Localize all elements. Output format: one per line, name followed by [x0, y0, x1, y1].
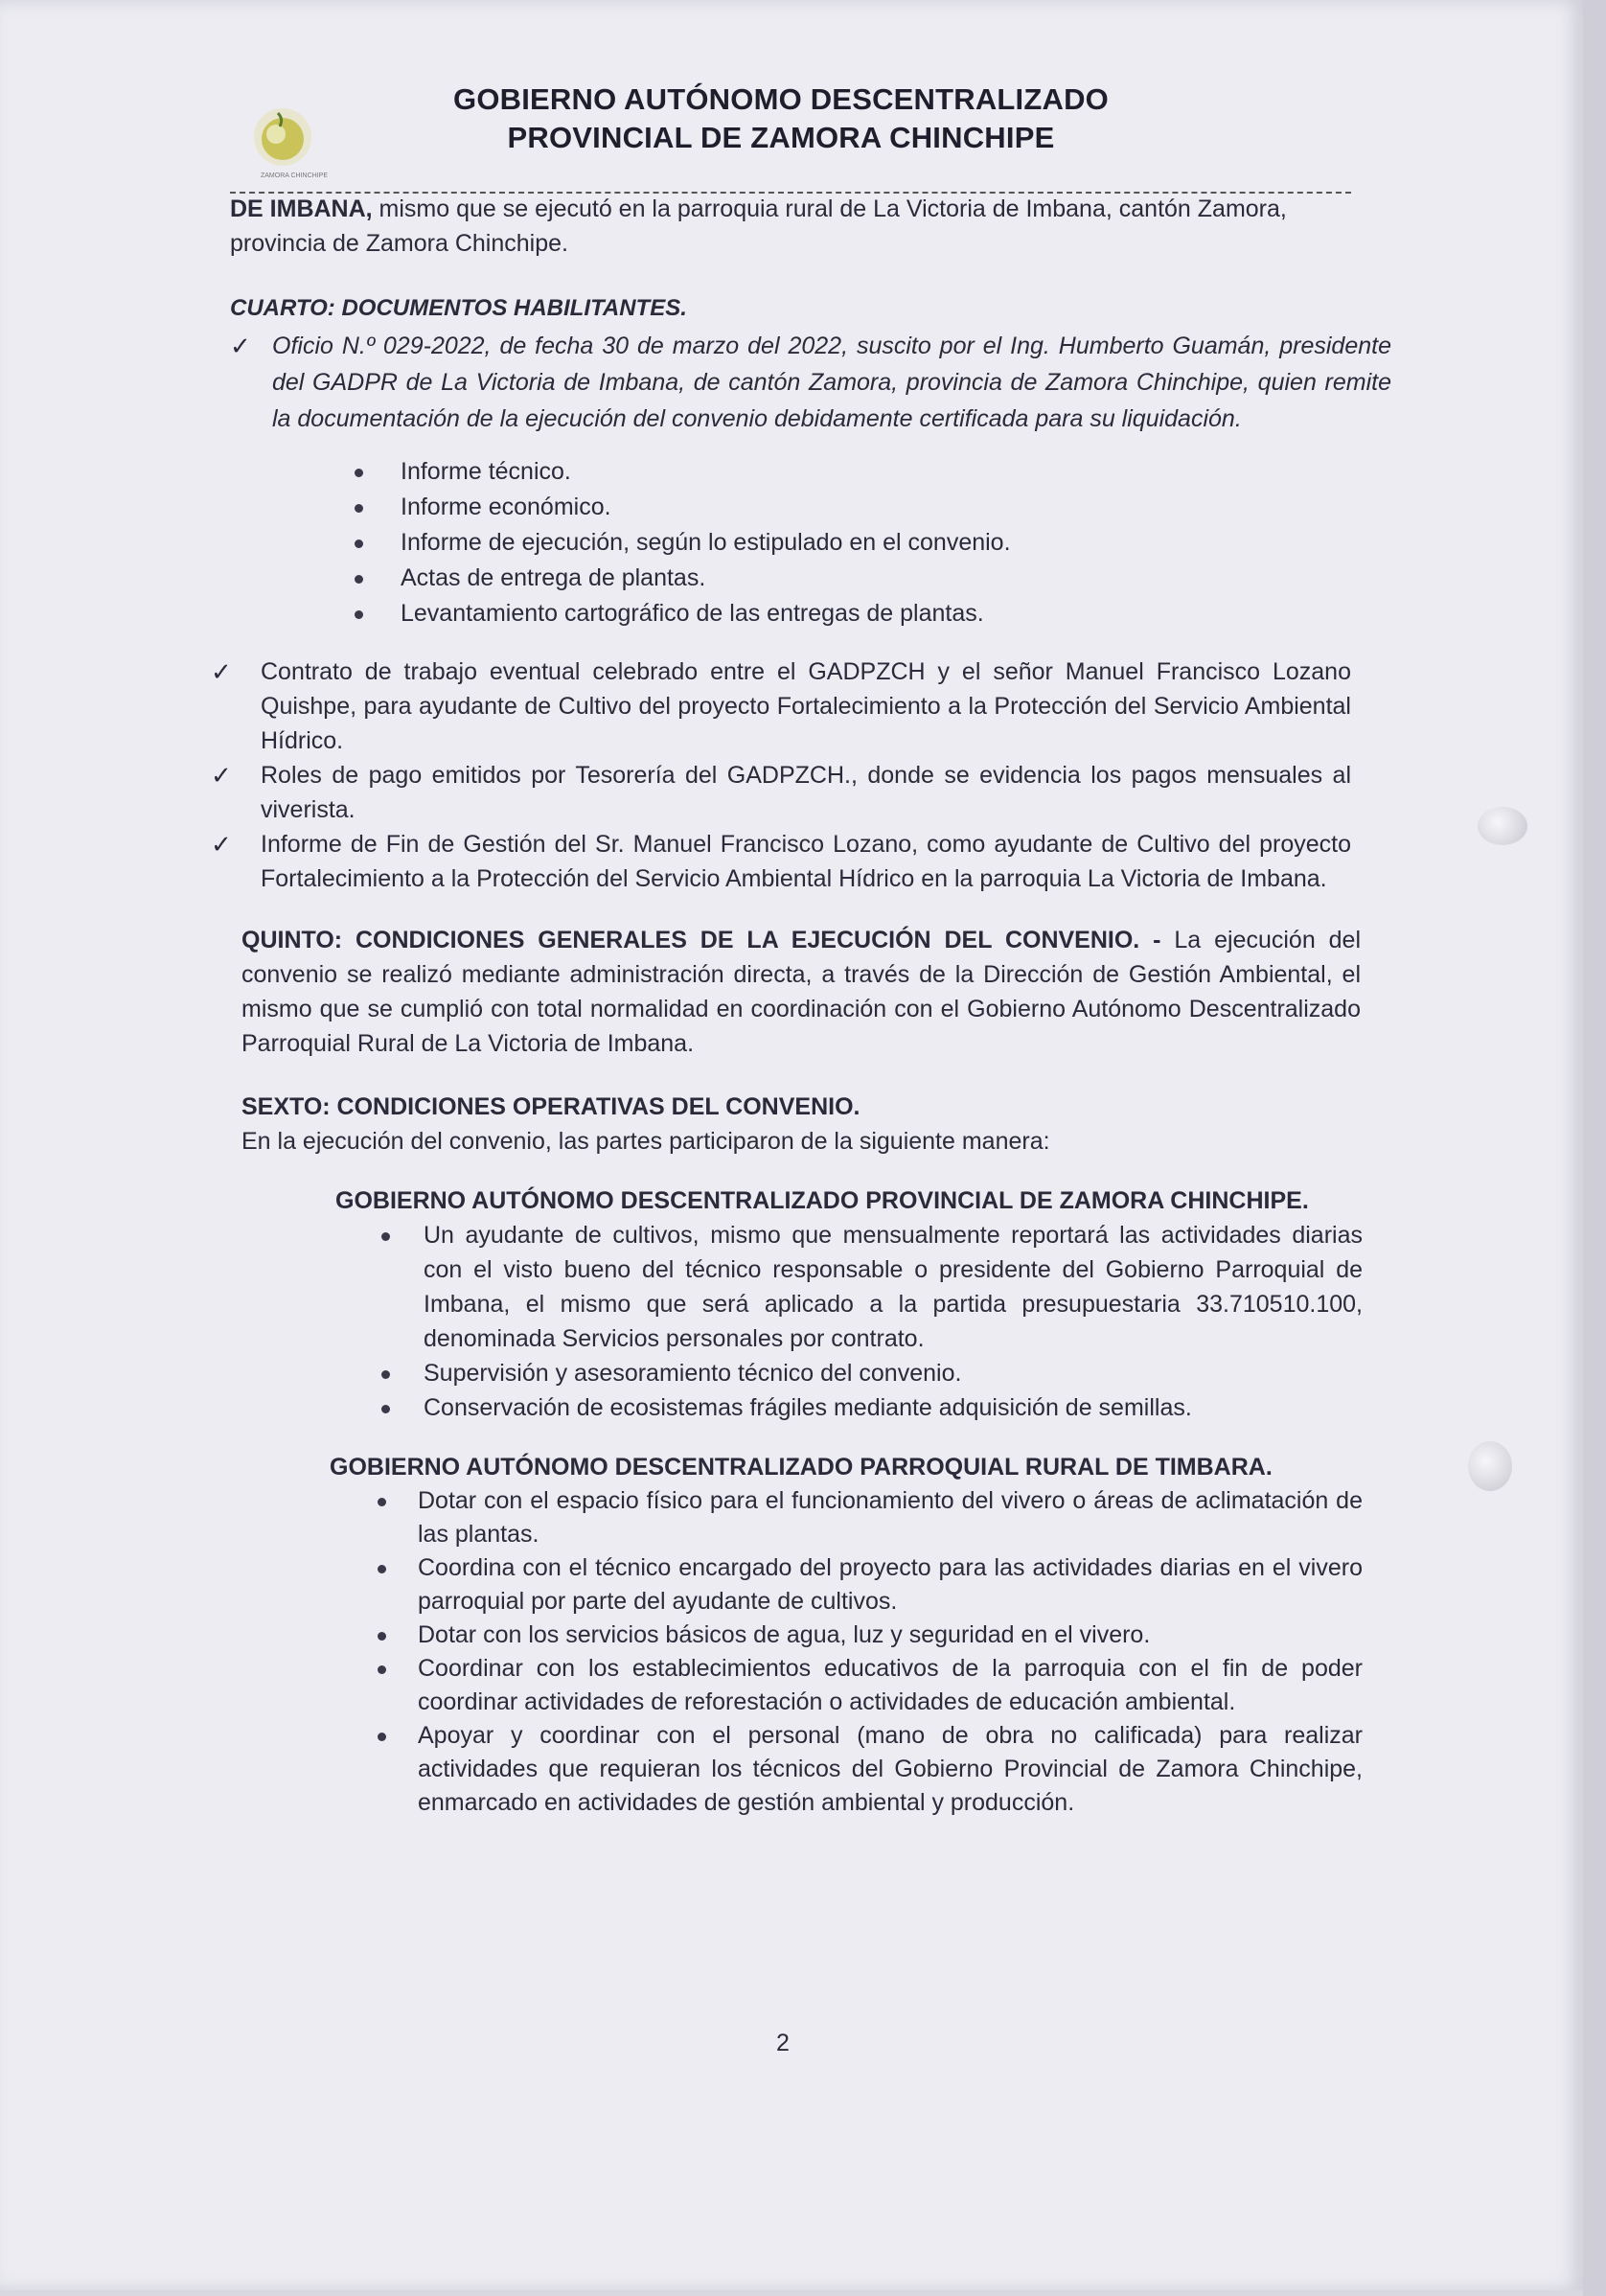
bullet-icon — [381, 1232, 390, 1241]
documents-list — [401, 454, 1361, 631]
sexto-intro: En la ejecución del convenio, las partes participaron de la siguiente manera: — [241, 1128, 1050, 1155]
bullet-icon — [355, 540, 363, 548]
checks-list — [211, 654, 1351, 896]
intro-paragraph — [230, 192, 1361, 261]
quinto-heading: QUINTO: CONDICIONES GENERALES DE LA EJECUCIÓN DEL CONVENIO. - — [241, 927, 1161, 953]
punch-hole — [1468, 1441, 1512, 1491]
page-edge — [1583, 0, 1606, 2296]
parroquial-list — [418, 1484, 1363, 1820]
provincial-heading: GOBIERNO AUTÓNOMO DESCENTRALIZADO PROVINCIAL DE ZAMORA CHINCHIPE. — [335, 1187, 1309, 1214]
bullet-icon — [355, 504, 363, 513]
bullet-icon — [378, 1498, 386, 1506]
punch-hole — [1478, 807, 1527, 845]
list-item: Levantamiento cartográfico de las entregas de plantas. — [401, 596, 1361, 631]
bullet-icon — [381, 1405, 390, 1413]
oficio-item — [230, 328, 1391, 437]
check-icon: ✓ — [211, 761, 232, 790]
bullet-icon — [355, 610, 363, 619]
list-item: Informe de ejecución, según lo estipulado en el convenio. — [401, 525, 1361, 561]
check-item: ✓ Roles de pago emitidos por Tesorería del GADPZCH., donde se evidencia los pagos mensuales al viverista. — [211, 758, 1351, 827]
header-line-2: PROVINCIAL DE ZAMORA CHINCHIPE — [507, 121, 1055, 154]
cuarto-heading: CUARTO: DOCUMENTOS HABILITANTES. — [230, 295, 687, 321]
list-item: Informe técnico. — [401, 454, 1361, 490]
bullet-icon — [378, 1565, 386, 1573]
check-item: ✓ Informe de Fin de Gestión del Sr. Manuel Francisco Lozano, como ayudante de Cultivo del proyecto Fortalecimiento a la Protección del Servicio Ambiental Hídrico en la parroquia La Victoria de Imbana. — [211, 827, 1351, 896]
list-item: Coordina con el técnico encargado del proyecto para las actividades diarias en el vivero parroquial por parte del ayudante de cultivos. — [418, 1551, 1363, 1619]
sexto-heading: SEXTO: CONDICIONES OPERATIVAS DEL CONVENIO. — [241, 1093, 860, 1120]
bullet-icon — [355, 469, 363, 477]
list-item: Informe económico. — [401, 490, 1361, 525]
oficio-text: Oficio N.º 029-2022, de fecha 30 de marzo del 2022, suscito por el Ing. Humberto Guamán, presidente del GADPR de La Victoria de Imbana, de cantón Zamora, provincia de Zamora Chinchipe, quien remite la documentación de la ejecución del convenio debidamente certificada para su liquidación. — [272, 333, 1391, 432]
list-item: Coordinar con los establecimientos educativos de la parroquia con el fin de poder coordinar actividades de reforestación o actividades de educación ambiental. — [418, 1652, 1363, 1719]
list-item: Dotar con el espacio físico para el funcionamiento del vivero o áreas de aclimatación de las plantas. — [418, 1484, 1363, 1551]
bullet-icon — [378, 1733, 386, 1741]
bullet-icon — [381, 1370, 390, 1379]
document-header — [240, 80, 1322, 157]
parroquial-heading: GOBIERNO AUTÓNOMO DESCENTRALIZADO PARROQUIAL RURAL DE TIMBARA. — [330, 1454, 1273, 1481]
bullet-icon — [378, 1632, 386, 1641]
check-icon: ✓ — [230, 332, 251, 360]
list-item: Supervisión y asesoramiento técnico del convenio. — [424, 1356, 1363, 1390]
provincial-list — [424, 1218, 1363, 1425]
intro-bold-lead: DE IMBANA, — [230, 195, 373, 222]
list-item: Actas de entrega de plantas. — [401, 561, 1361, 596]
list-item: Dotar con los servicios básicos de agua, luz y seguridad en el vivero. — [418, 1619, 1363, 1652]
logo-caption: ZAMORA CHINCHIPE — [260, 172, 328, 179]
check-item: ✓ Contrato de trabajo eventual celebrado entre el GADPZCH y el señor Manuel Francisco Lozano Quishpe, para ayudante de Cultivo del proyecto Fortalecimiento a la Protección del Servicio Ambiental Hídrico. — [211, 654, 1351, 758]
bullet-icon — [378, 1665, 386, 1674]
check-icon: ✓ — [211, 657, 232, 686]
list-item: Un ayudante de cultivos, mismo que mensualmente reportará las actividades diarias con el visto bueno del técnico responsable o presidente del Gobierno Parroquial de Imbana, el mismo que será aplicado a la partida presupuestaria 33.710510.100, denominada Servicios personales por contrato. — [424, 1218, 1363, 1356]
quinto-text: La ejecución del convenio se realizó mediante administración directa, a través de la Dirección de Gestión Ambiental, el mismo que se cumplió con total normalidad en coordinación con el Gobierno Autónomo Descentralizado Parroquial Rural de La Victoria de Imbana. — [241, 927, 1361, 1057]
quinto-paragraph — [241, 923, 1361, 1061]
bullet-icon — [355, 575, 363, 584]
list-item: Conservación de ecosistemas frágiles mediante adquisición de semillas. — [424, 1390, 1363, 1425]
page-number: 2 — [776, 2030, 790, 2056]
intro-text-line2: provincia de Zamora Chinchipe. — [230, 230, 568, 257]
document-body — [211, 188, 1391, 1820]
list-item: Apoyar y coordinar con el personal (mano de obra no calificada) para realizar actividades que requieran los técnicos del Gobierno Provincial de Zamora Chinchipe, enmarcado en actividades de gestión ambiental y producción. — [418, 1719, 1363, 1820]
check-icon: ✓ — [211, 830, 232, 859]
header-line-1: GOBIERNO AUTÓNOMO DESCENTRALIZADO — [453, 82, 1109, 116]
intro-text-line1: mismo que se ejecutó en la parroquia rural de La Victoria de Imbana, cantón Zamora, — [372, 195, 1287, 222]
